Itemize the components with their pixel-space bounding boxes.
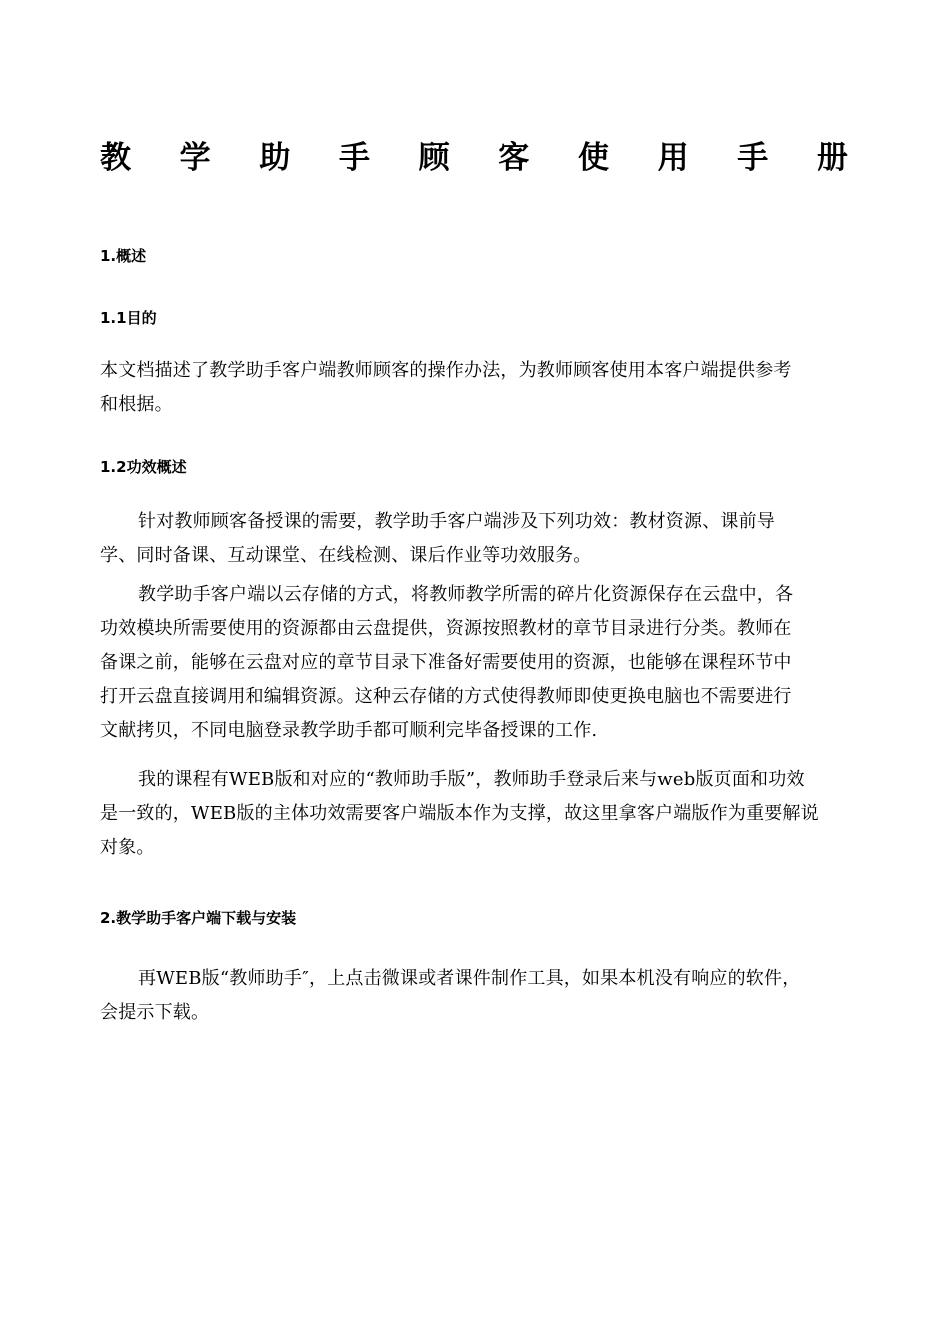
paragraph-line: 功效模块所需要使用的资源都由云盘提供，资源按照教材的章节目录进行分类。教师在 [100, 618, 792, 639]
paragraph-line: 是一致的，WEB版的主体功效需要客户端版本作为支撑，故这里拿客户端版作为重要解说 [100, 803, 819, 824]
section-1-2-heading: 1.2功效概述 [100, 458, 187, 476]
section-1-1-paragraph [100, 354, 842, 422]
paragraph-line: 对象。 [100, 837, 155, 858]
paragraph-line: 针对教师顾客备授课的需要，教学助手客户端涉及下列功效：教材资源、课前导 [138, 511, 775, 532]
paragraph-line: 学、同时备课、互动课堂、在线检测、课后作业等功效服务。 [100, 545, 592, 566]
paragraph-line: 打开云盘直接调用和编辑资源。这种云存储的方式使得教师即使更换电脑也不需要进行 [100, 686, 792, 707]
paragraph-line: 再WEB版“教师助手″，上点击微课或者课件制作工具，如果本机没有响应的软件， [138, 968, 801, 989]
title-char: 教 [100, 140, 131, 176]
section-1-2-paragraph-1 [100, 505, 842, 573]
paragraph-line: 教学助手客户端以云存储的方式，将教师教学所需的碎片化资源保存在云盘中，各 [138, 584, 794, 605]
section-1-heading: 1.概述 [100, 247, 147, 265]
title-char: 助 [259, 140, 291, 176]
title-char: 用 [657, 140, 689, 176]
title-char: 手 [338, 140, 370, 176]
title-char: 手 [737, 140, 769, 176]
title-char: 客 [498, 140, 530, 176]
document-title [100, 136, 848, 180]
paragraph-line: 备课之前，能够在云盘对应的章节目录下准备好需要使用的资源，也能够在课程环节中 [100, 652, 792, 673]
paragraph-line: 我的课程有WEB版和对应的“教师助手版”，教师助手登录后来与web版页面和功效 [138, 769, 805, 790]
section-1-2-paragraph-3 [100, 763, 842, 865]
paragraph-line: 本文档描述了教学助手客户端教师顾客的操作办法，为教师顾客使用本客户端提供参考 [100, 360, 792, 381]
section-2-heading: 2.教学助手客户端下载与安装 [100, 909, 297, 927]
paragraph-line: 文献拷贝，不同电脑登录教学助手都可顺利完毕备授课的工作. [100, 720, 598, 741]
section-1-1-heading: 1.1目的 [100, 309, 157, 327]
paragraph-line: 和根据。 [100, 394, 173, 415]
title-char: 顾 [418, 140, 450, 176]
section-2-paragraph [100, 962, 842, 1030]
title-char: 册 [816, 140, 848, 176]
title-char: 使 [577, 140, 609, 176]
section-1-2-paragraph-2 [100, 578, 842, 748]
paragraph-line: 会提示下载。 [100, 1002, 210, 1023]
title-char: 学 [179, 140, 211, 176]
